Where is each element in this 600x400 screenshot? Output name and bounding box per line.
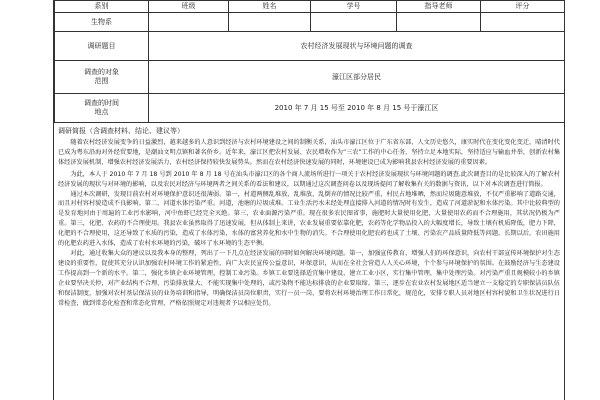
brief-body xyxy=(54,138,564,308)
student-id-value xyxy=(311,13,397,32)
time-label xyxy=(55,94,149,123)
form-header-table xyxy=(54,0,565,123)
time-label-line-2: 地点 xyxy=(94,108,109,116)
name-value xyxy=(229,13,311,32)
brief-paragraph: 通过本次调研，发现目前农村对环境保护意识还很薄弱。第一，村道两侧乱堆放，乱堆放，乱倒弃的情况比较严重，村民占地堆晒，然而垃圾随意堆放，不仅严重影响了道路交通，而且对村容村貌造成不良影响。第二，河道水体污染严重。河道，池塘的垃圾成堆。工业生活污水未经处理直接排入河道的情况时有发生，造成了河道淤泥和水体污染。其中比较典型的是发育地河由于周遍的工业污水影响，河中鱼虾已经完全灭绝。第三，农业面源污染严重。现在很多农民图省事，施肥时大量使用化肥，大量使用农药而不合理施用，其状况仍极为严重。第三，化肥、农药的不合理使用。我县农业虽然取得了迅速发展，但从体制上来讲，农业发展重要依靠化肥，农药等化学物品投入的大幅度增长，导致土壤有机质降低，肥力下降，化肥的不合理使用，这还导致了水质的污染，造成了水体污染，水体的富营养化和水中生物的消失。不合理使用化肥农药也成了土壤、污染农产品质量降低等问题。长期以后，农田施用的化肥农药进入水体，造成了农村水环境的污染，破坏了水环境的生态平衡。 xyxy=(58,190,560,248)
advisor-value xyxy=(397,13,481,32)
score-value xyxy=(481,13,565,32)
survey-form xyxy=(53,0,565,400)
department-value: 生物系 xyxy=(55,13,149,32)
class-value xyxy=(149,13,229,32)
time-label-line-1: 调查的时间 xyxy=(84,99,119,107)
score-header: 评分 xyxy=(481,1,565,13)
student-id-header: 学号 xyxy=(311,1,397,13)
brief-label: 调研简报（含调查材料、结论、建议等） xyxy=(58,127,184,135)
class-header: 班级 xyxy=(149,1,229,13)
time-value: 2010 年 7 月 15 号至 2010 年 8 月 15 号于濠江区 xyxy=(149,94,565,123)
topic-value: 农村经济发展现状与环境问题的调查 xyxy=(149,32,565,61)
topic-label: 调研题目 xyxy=(55,32,149,61)
name-header: 姓名 xyxy=(229,1,311,13)
target-label xyxy=(55,61,149,94)
target-value: 濠江区部分居民 xyxy=(149,61,565,94)
target-label-line-1: 调查的对象 xyxy=(84,68,119,76)
department-header: 系别 xyxy=(55,1,149,13)
brief-paragraph: 随着农村经济发展变争的日益激烈，越来越多的人意识到经济与农村环境建设之间的制衡关系，汕头市濠江区位于广东省东部，人文历史悠久，康实时代在变化变化变迁，晴清时代已成为粤东沿海对外经贸要地，是潮汕文明点镇和著名侨乡。近年来，濠江区把农村发展、农民增收作为“三农”工作的中心任务，坚持立足本地实际，坚持适应与输血并举，创新农村集体经济发展机制，增强农村经济发展活力，农村经济保持较快发展势头。然而在农村经济快速发展的同时，环境建设已成为影响我县农村经济发展的重要因素。 xyxy=(58,139,560,166)
brief-paragraph: 为此，本人于 2010 年 7 月 18 号到 2010 年 8 月 18 号在汕头市濠江区的各个商人流场所进行一项关于农村经济发展现状与环境问题的调查.此次调查目的是比较深入的了解农村经济发展的现状与对环境的影响，以及农民对经济与环境两者之间关系的看法和建议，以期通过这次调查问卷以及现场提问了解收集有关的数据与资讯，以下对本次调查进行简报。 xyxy=(58,170,560,188)
advisor-header: 指导老师 xyxy=(397,1,481,13)
target-label-line-2: 范围 xyxy=(94,77,109,85)
brief-paragraph: 对此，通过收集大众的建议以及我本身的整理，列出了一下几点在经济发展的同时如何解决环境问题。第一，加强宣传教育，增强人们的环保意识，向农村干部宣传环境保护对生态建设的重要性，促使其充分认识加强农村环境工作的紧迫性，向广大农民宣传公益意识，环保意识，从而在全社会营造人人关心环境，个个参与环境保护的氛围。在鼓励经济与生态建设工作提高到一个新的水平。第二，强化乡镇企业环境管理，控制工业污染。乡镇工业要选择适宜集中建设，建立工业小区，实行集中管理，集中处理污染。对污染严重且规模较小的乡镇企业要坚决关停，对产业结构不合理、污染排放量大、不能实现集中处理的，或污染物不能达标排放的企业要取缔。第三，逐步在农业农村发展地区适当建立一支稳定的专职保洁员队伍和保洁制度，加强对农村基层保洁员的业务培训和指导，明确保洁员岗位职责，实行一员一岗，要将农村环境治理工作日常化，规范化，安排专职人员对地区村容村貌和卫生状况进行日常检查，做到常态化检查和常态化管理，严格依照规定对违规者予以相应处罚。 xyxy=(58,249,560,307)
